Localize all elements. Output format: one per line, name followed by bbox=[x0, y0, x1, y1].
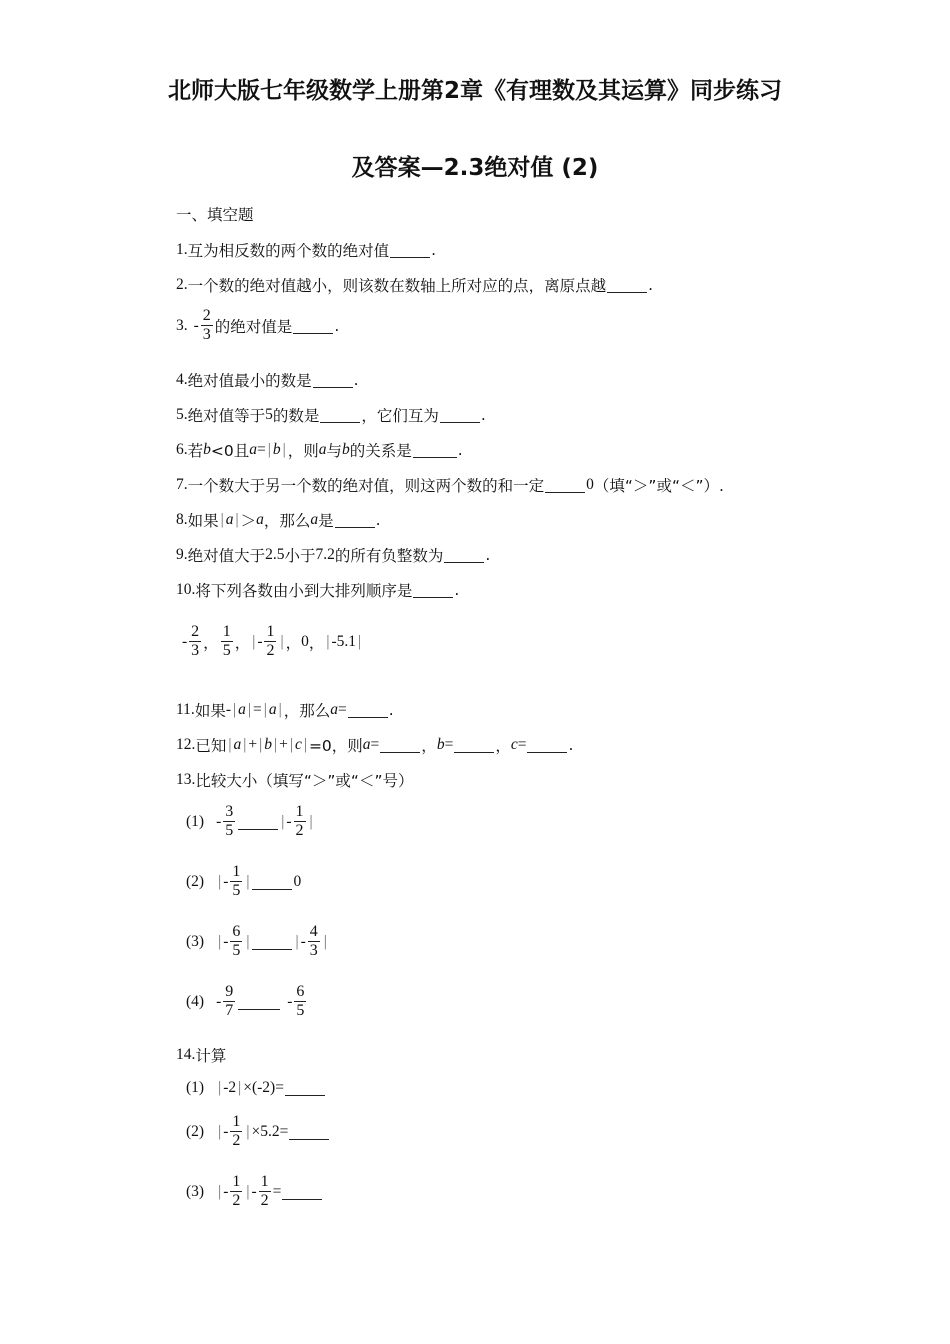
denominator: 3 bbox=[191, 642, 200, 660]
q-end: . bbox=[388, 701, 394, 719]
answer-blank[interactable] bbox=[413, 442, 457, 459]
numerator: 4 bbox=[308, 923, 320, 942]
answer-blank[interactable] bbox=[444, 547, 484, 564]
numerator: 2 bbox=[201, 307, 213, 326]
separator: ， bbox=[203, 633, 219, 652]
q-number: 11. bbox=[176, 701, 195, 718]
variable: a bbox=[256, 511, 264, 528]
q-number: 3. bbox=[176, 316, 188, 334]
numerator: 1 bbox=[221, 623, 233, 642]
fraction bbox=[264, 623, 276, 661]
q-text: 绝对值等于 bbox=[187, 407, 266, 425]
q-value: 0 bbox=[301, 632, 309, 650]
operator: = bbox=[444, 736, 454, 753]
q-text: 的关系是 bbox=[349, 442, 412, 460]
denominator: 3 bbox=[309, 942, 318, 960]
operator: = bbox=[517, 736, 527, 753]
q-number: 4. bbox=[176, 371, 188, 388]
q-text: 是 bbox=[318, 512, 334, 530]
variable: a bbox=[330, 701, 338, 718]
q-text: 将下列各数由小到大排列顺序是 bbox=[195, 582, 413, 600]
part-label: (1) bbox=[186, 1079, 205, 1096]
separator: ， bbox=[421, 737, 437, 755]
q-end: . bbox=[480, 406, 486, 424]
question-13-part-3: (3) | - $\frac{6}{5}$ | | - $\frac{4}{3}$ | bbox=[186, 923, 327, 960]
fraction bbox=[201, 307, 213, 345]
minus-sign: - bbox=[223, 932, 229, 950]
numerator: 1 bbox=[264, 623, 276, 642]
fraction bbox=[189, 623, 201, 661]
minus-sign: - bbox=[287, 992, 293, 1010]
variable: a bbox=[268, 701, 277, 718]
question-1 bbox=[176, 239, 436, 261]
q-number: 8. bbox=[176, 511, 188, 528]
answer-blank[interactable] bbox=[380, 737, 420, 754]
denominator: 3 bbox=[202, 326, 211, 344]
denominator: 2 bbox=[295, 822, 304, 840]
question-14-part-3: (3) | - $\frac{1}{2}$ | - $\frac{1}{2}$ = bbox=[186, 1173, 323, 1211]
q-number: 12. bbox=[176, 736, 196, 753]
question-7 bbox=[176, 474, 724, 496]
q-end: . bbox=[454, 581, 460, 599]
q-text: 一个数的绝对值越小，则该数在数轴上所对应的点，离原点越 bbox=[187, 277, 607, 295]
answer-blank[interactable] bbox=[527, 737, 567, 754]
variable: a bbox=[225, 511, 234, 528]
question-4 bbox=[176, 369, 359, 391]
question-9 bbox=[176, 544, 490, 566]
fraction bbox=[308, 923, 320, 961]
minus-sign: - bbox=[223, 1122, 229, 1140]
operator: + bbox=[279, 736, 288, 753]
question-10 bbox=[176, 579, 459, 601]
variable: a bbox=[249, 441, 257, 458]
q-number: 5. bbox=[176, 406, 188, 423]
answer-blank[interactable] bbox=[413, 582, 453, 599]
q-text: 的所有负整数为 bbox=[334, 547, 444, 565]
denominator: 2 bbox=[260, 1192, 269, 1210]
denominator: 2 bbox=[232, 1132, 241, 1150]
variable: a bbox=[238, 701, 246, 718]
q-text: 绝对值最小的数是 bbox=[187, 372, 312, 390]
q-text: ，则 bbox=[287, 442, 319, 460]
answer-blank[interactable] bbox=[454, 737, 494, 754]
numerator: 1 bbox=[230, 1173, 242, 1192]
fraction bbox=[294, 983, 306, 1021]
answer-blank[interactable] bbox=[390, 242, 430, 259]
answer-blank[interactable] bbox=[440, 407, 480, 424]
answer-blank[interactable] bbox=[348, 702, 388, 719]
denominator: 7 bbox=[225, 1002, 234, 1020]
q-number: 6. bbox=[176, 441, 188, 458]
question-11: 11. 如果 - | a | = | a | ，那么 a = . bbox=[176, 701, 394, 720]
fraction bbox=[221, 623, 233, 661]
q-expression: = bbox=[272, 1182, 282, 1200]
variable: b bbox=[342, 441, 350, 458]
q-number: 13. bbox=[176, 771, 196, 788]
q-text: 如果 bbox=[194, 702, 226, 720]
q-text: <0且 bbox=[210, 442, 250, 460]
fraction bbox=[230, 1113, 242, 1151]
q-text: 若 bbox=[187, 442, 204, 460]
q-value: -2 bbox=[223, 1079, 237, 1096]
q-value: 0 bbox=[293, 872, 302, 890]
fraction bbox=[259, 1173, 271, 1211]
q-text: 比较大小（填写“＞”或“＜”号） bbox=[195, 772, 414, 790]
answer-blank[interactable] bbox=[545, 477, 585, 494]
q-text: 绝对值大于 bbox=[187, 547, 266, 565]
fraction bbox=[223, 803, 235, 841]
q-expression: ×(-2)= bbox=[243, 1079, 284, 1096]
minus-sign: - bbox=[182, 632, 188, 650]
operator: + bbox=[248, 736, 258, 753]
variable: c bbox=[294, 736, 302, 753]
q-value: 2.5 bbox=[265, 546, 285, 563]
answer-blank[interactable] bbox=[289, 1124, 329, 1141]
question-6: 6. 若 b <0且 a = | b | ，则 a 与 b 的关系是 . bbox=[176, 441, 463, 460]
q-text: 小于 bbox=[284, 547, 316, 565]
minus-sign: - bbox=[225, 701, 231, 718]
separator: ， bbox=[285, 633, 302, 652]
numerator: 9 bbox=[223, 983, 235, 1002]
question-13-part-4 bbox=[186, 983, 308, 1021]
q-end: . bbox=[648, 276, 654, 294]
q-end: . bbox=[431, 241, 437, 259]
numerator: 2 bbox=[189, 623, 201, 642]
question-13-part-2: (2) | - $\frac{1}{5}$ | 0 bbox=[186, 863, 302, 900]
answer-blank[interactable] bbox=[285, 1080, 325, 1097]
answer-blank[interactable] bbox=[320, 407, 360, 424]
operator: = bbox=[257, 441, 266, 458]
minus-sign: - bbox=[251, 1182, 257, 1200]
q-number: 9. bbox=[176, 546, 188, 563]
answer-blank[interactable] bbox=[252, 874, 292, 891]
separator: ， bbox=[234, 633, 251, 652]
minus-sign: - bbox=[223, 1182, 229, 1200]
q-number: 2. bbox=[176, 276, 188, 293]
answer-blank[interactable] bbox=[238, 994, 280, 1011]
q-text: 一个数大于另一个数的绝对值，则这两个数的和一定 bbox=[187, 477, 545, 495]
q-number: 1. bbox=[176, 241, 188, 258]
q-text: =0，则 bbox=[308, 737, 363, 755]
number-list: - $\frac{2}{3}$ ， $\frac{1}{5}$ ， | - $\frac{1}{2}$ | ， 0 ， | -5.1 | bbox=[182, 623, 362, 660]
question-13-part-1: (1) - $\frac{3}{5}$ | - $\frac{1}{2}$ | bbox=[186, 803, 313, 840]
q-text: 计算 bbox=[195, 1047, 227, 1065]
question-12: 12. 已知 | a | + | b | + | c | =0，则 a = ， b = ， c = . bbox=[176, 736, 574, 755]
minus-sign: - bbox=[193, 316, 199, 334]
q-number: 14. bbox=[176, 1046, 196, 1063]
denominator: 5 bbox=[232, 942, 241, 960]
answer-blank[interactable] bbox=[607, 277, 647, 294]
q-text: 的数是 bbox=[272, 407, 320, 425]
q-text: 的绝对值是 bbox=[214, 317, 293, 336]
q-end: . bbox=[353, 371, 359, 389]
variable: b bbox=[272, 441, 281, 458]
q-text: 如果 bbox=[187, 512, 219, 530]
denominator: 2 bbox=[266, 642, 275, 660]
q-end: . bbox=[485, 546, 491, 564]
answer-blank[interactable] bbox=[238, 814, 278, 831]
operator: = bbox=[252, 701, 262, 718]
variable: b bbox=[436, 736, 445, 753]
question-14 bbox=[176, 1044, 226, 1066]
minus-sign: - bbox=[216, 812, 222, 830]
variable: a bbox=[362, 736, 371, 753]
denominator: 5 bbox=[232, 882, 241, 900]
q-value: -5.1 bbox=[331, 632, 357, 650]
separator: ， bbox=[495, 737, 511, 755]
q-end: . bbox=[457, 441, 463, 459]
fraction bbox=[223, 983, 235, 1021]
numerator: 3 bbox=[223, 803, 235, 822]
denominator: 5 bbox=[222, 642, 231, 660]
answer-blank[interactable] bbox=[282, 1184, 322, 1201]
question-13 bbox=[176, 769, 414, 791]
minus-sign: - bbox=[257, 632, 263, 650]
q-text: 互为相反数的两个数的绝对值 bbox=[187, 242, 390, 260]
answer-blank[interactable] bbox=[313, 372, 353, 389]
operator: = bbox=[337, 701, 347, 718]
section-heading-text: 一、填空题 bbox=[176, 206, 254, 224]
part-label: (1) bbox=[186, 812, 205, 830]
q-text: ，那么 bbox=[263, 512, 311, 530]
question-2 bbox=[176, 274, 653, 296]
answer-blank[interactable] bbox=[293, 318, 333, 335]
fraction bbox=[294, 803, 306, 841]
numerator: 6 bbox=[230, 923, 242, 942]
variable: a bbox=[233, 736, 242, 753]
answer-blank[interactable] bbox=[252, 934, 292, 951]
q-text: （填“＞”或“＜”）. bbox=[593, 477, 724, 495]
q-end: . bbox=[568, 736, 574, 754]
section-heading bbox=[176, 203, 254, 225]
q-value: 0 bbox=[586, 476, 594, 493]
q-value: 7.2 bbox=[315, 546, 335, 563]
numerator: 6 bbox=[294, 983, 306, 1002]
q-end: . bbox=[375, 511, 381, 529]
doc-title-line1: 北师大版七年级数学上册第2章《有理数及其运算》同步练习 bbox=[167, 78, 782, 104]
variable: b bbox=[264, 736, 272, 753]
variable: c bbox=[510, 736, 518, 753]
q-text: ，它们互为 bbox=[361, 407, 439, 425]
q-number: 10. bbox=[176, 581, 196, 598]
q-text: ，那么 bbox=[283, 702, 331, 720]
part-label: (3) bbox=[186, 932, 205, 950]
question-14-part-2: (2) | - $\frac{1}{2}$ | ×5.2= bbox=[186, 1113, 330, 1151]
variable: a bbox=[310, 511, 319, 528]
minus-sign: - bbox=[223, 872, 229, 890]
q-value: 5 bbox=[265, 406, 273, 423]
q-text: 已知 bbox=[195, 737, 227, 755]
fraction bbox=[230, 923, 242, 961]
numerator: 1 bbox=[230, 863, 242, 882]
denominator: 5 bbox=[296, 1002, 305, 1020]
answer-blank[interactable] bbox=[335, 512, 375, 529]
numerator: 1 bbox=[230, 1113, 242, 1132]
minus-sign: - bbox=[286, 812, 292, 830]
q-expression: ×5.2= bbox=[251, 1122, 289, 1140]
denominator: 5 bbox=[225, 822, 234, 840]
part-label: (2) bbox=[186, 872, 205, 890]
part-label: (2) bbox=[186, 1122, 205, 1140]
fraction bbox=[230, 1173, 242, 1211]
q-text: 与 bbox=[326, 442, 342, 460]
separator: ， bbox=[308, 633, 325, 652]
q-number: 7. bbox=[176, 476, 188, 493]
numerator: 1 bbox=[259, 1173, 271, 1192]
variable: b bbox=[203, 441, 211, 458]
variable: a bbox=[318, 441, 327, 458]
minus-sign: - bbox=[216, 992, 222, 1010]
operator: ＞ bbox=[240, 512, 257, 530]
fraction bbox=[230, 863, 242, 901]
question-8: 8. 如果 | a | ＞ a ，那么 a 是 . bbox=[176, 511, 381, 530]
operator: = bbox=[370, 736, 380, 753]
q-end: . bbox=[334, 316, 340, 335]
question-3 bbox=[176, 307, 339, 345]
part-label: (4) bbox=[186, 992, 205, 1010]
numerator: 1 bbox=[294, 803, 306, 822]
question-5 bbox=[176, 404, 486, 426]
doc-title-line2: 及答案—2.3绝对值 (2) bbox=[351, 155, 599, 181]
minus-sign: - bbox=[300, 932, 306, 950]
part-label: (3) bbox=[186, 1182, 205, 1200]
denominator: 2 bbox=[232, 1192, 241, 1210]
question-14-part-1: (1) | -2 | ×(-2)= bbox=[186, 1079, 326, 1097]
